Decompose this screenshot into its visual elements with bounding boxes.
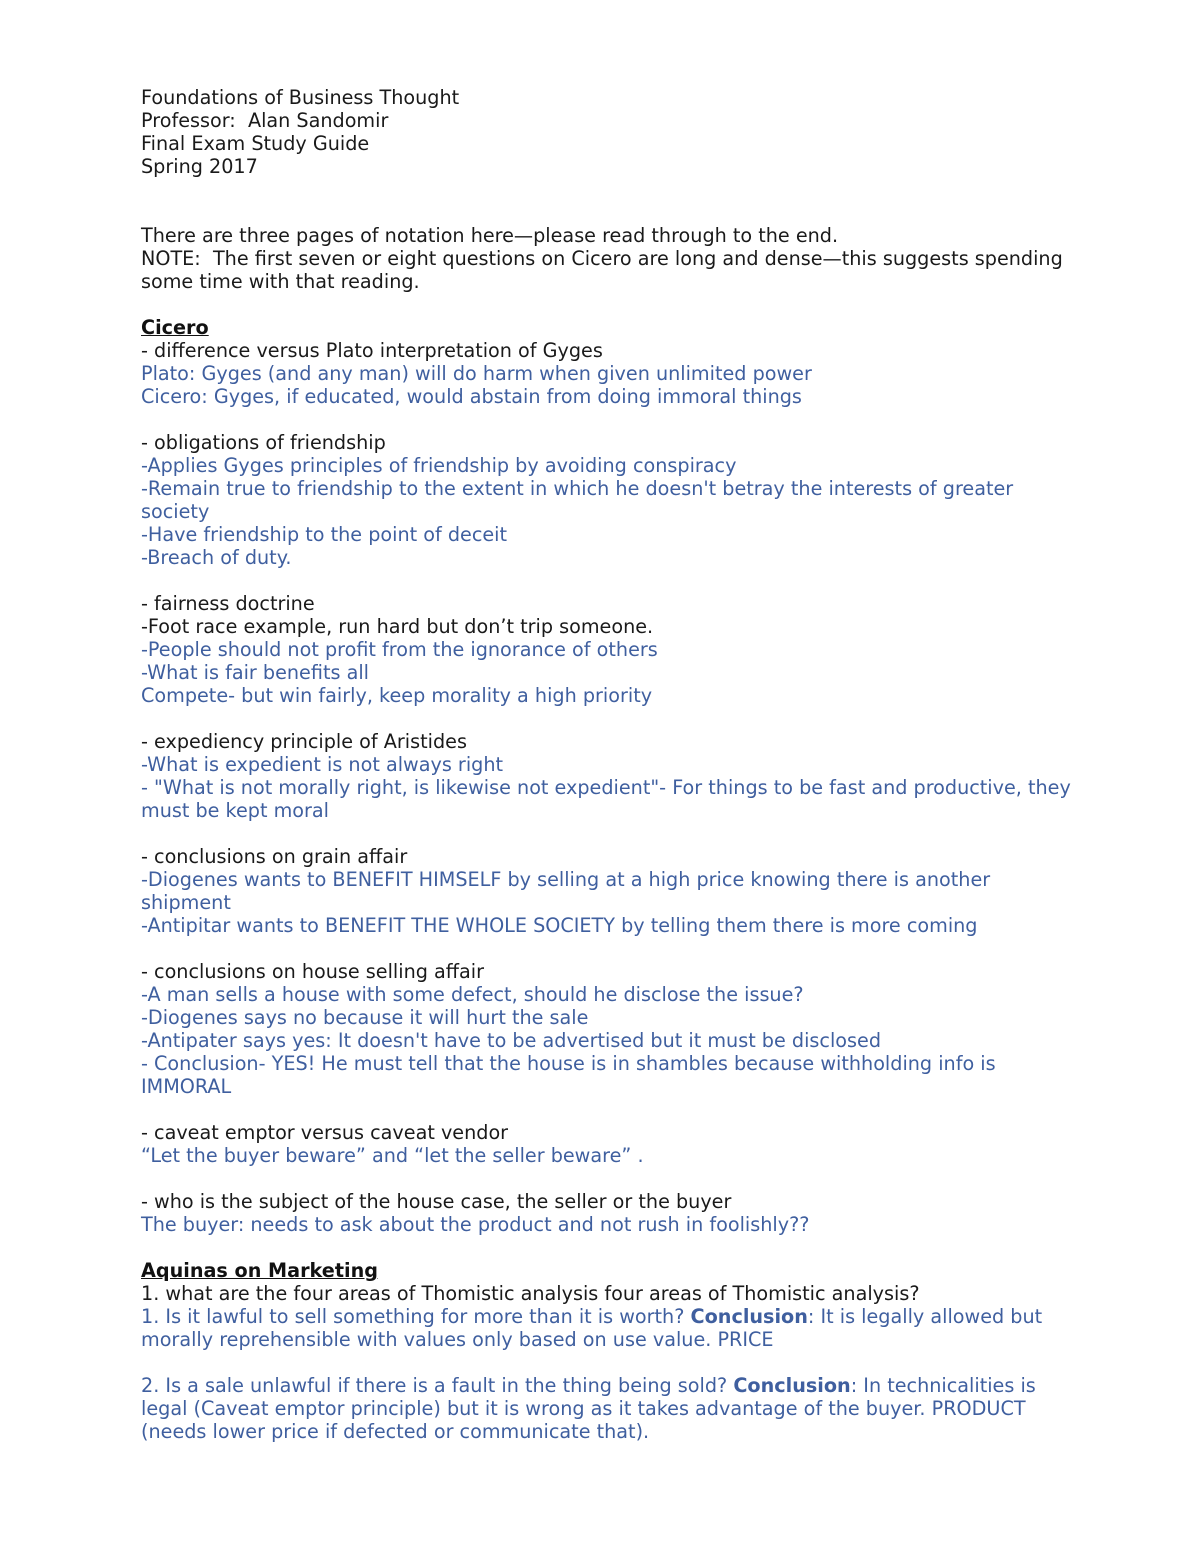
answer: - Conclusion- YES! He must tell that the house is in shambles because withholding info is IMMORAL — [141, 1052, 1002, 1098]
answer: -Applies Gyges principles of friendship by avoiding conspiracy — [141, 454, 737, 477]
answer: “Let the buyer beware” and “let the seller beware” . — [141, 1144, 644, 1167]
answer: -A man sells a house with some defect, should he disclose the issue? — [141, 983, 804, 1006]
intro-line: There are three pages of notation here—please read through to the end. — [141, 224, 839, 247]
question: 1. what are the four areas of Thomistic analysis four areas of Thomistic analysis? — [141, 1282, 920, 1305]
question: - conclusions on grain affair — [141, 845, 408, 868]
intro-note: NOTE: The first seven or eight questions on Cicero are long and dense—this suggests spending some time with that reading. — [141, 247, 1069, 293]
question: - fairness doctrine — [141, 592, 315, 615]
answer: -People should not profit from the ignorance of others — [141, 638, 658, 661]
answer: -Have friendship to the point of deceit — [141, 523, 508, 546]
answer-text: 1. Is it lawful to sell something for more than it is worth? — [141, 1305, 691, 1328]
question: - who is the subject of the house case, the seller or the buyer — [141, 1190, 732, 1213]
course-title: Foundations of Business Thought — [141, 86, 460, 109]
answer: Cicero: Gyges, if educated, would abstain from doing immoral things — [141, 385, 802, 408]
cicero-section — [141, 316, 1080, 1236]
answer-text: 2. Is a sale unlawful if there is a fault in the thing being sold? — [141, 1374, 734, 1397]
aquinas-section — [141, 1259, 1080, 1443]
question: - caveat emptor versus caveat vendor — [141, 1121, 509, 1144]
answer: Compete- but win fairly, keep morality a high priority — [141, 684, 653, 707]
answer: -Foot race example, run hard but don’t trip someone. — [141, 615, 654, 638]
answer: -Remain true to friendship to the extent in which he doesn't betray the interests of greater society — [141, 477, 1020, 523]
answer-text: : It is legally allowed but morally reprehensible with values only based on use value. PRICE — [141, 1305, 1049, 1351]
document-title: Final Exam Study Guide — [141, 132, 370, 155]
document-header — [141, 86, 1080, 178]
answer: The buyer: needs to ask about the product and not rush in foolishly?? — [141, 1213, 810, 1236]
answer: -Diogenes wants to BENEFIT HIMSELF by selling at a high price knowing there is another shipment — [141, 868, 997, 914]
intro-notes — [141, 224, 1080, 293]
professor-line: Professor: Alan Sandomir — [141, 109, 389, 132]
term-line: Spring 2017 — [141, 155, 258, 178]
answer: -Diogenes says no because it will hurt the sale — [141, 1006, 589, 1029]
question: - obligations of friendship — [141, 431, 386, 454]
question: - expediency principle of Aristides — [141, 730, 467, 753]
answer-paragraph — [141, 1305, 1080, 1351]
answer: -Breach of duty. — [141, 546, 292, 569]
answer: Plato: Gyges (and any man) will do harm when given unlimited power — [141, 362, 812, 385]
conclusion-label: Conclusion — [690, 1305, 808, 1328]
conclusion-label: Conclusion — [733, 1374, 851, 1397]
answer: -Antipitar wants to BENEFIT THE WHOLE SOCIETY by telling them there is more coming — [141, 914, 978, 937]
section-heading-cicero: Cicero — [141, 316, 209, 339]
answer: - "What is not morally right, is likewise not expedient"- For things to be fast and productive, they must be kept moral — [141, 776, 1077, 822]
answer-paragraph — [141, 1374, 1080, 1443]
answer: -What is expedient is not always right — [141, 753, 504, 776]
question: - difference versus Plato interpretation of Gyges — [141, 339, 603, 362]
answer: -What is fair benefits all — [141, 661, 369, 684]
answer-text: : In technicalities is legal (Caveat emptor principle) but it is wrong as it takes advantage of the buyer. PRODUCT (needs lower price if defected or communicate that). — [141, 1374, 1042, 1443]
answer: -Antipater says yes: It doesn't have to be advertised but it must be disclosed — [141, 1029, 882, 1052]
section-heading-aquinas: Aquinas on Marketing — [141, 1259, 378, 1282]
question: - conclusions on house selling affair — [141, 960, 484, 983]
